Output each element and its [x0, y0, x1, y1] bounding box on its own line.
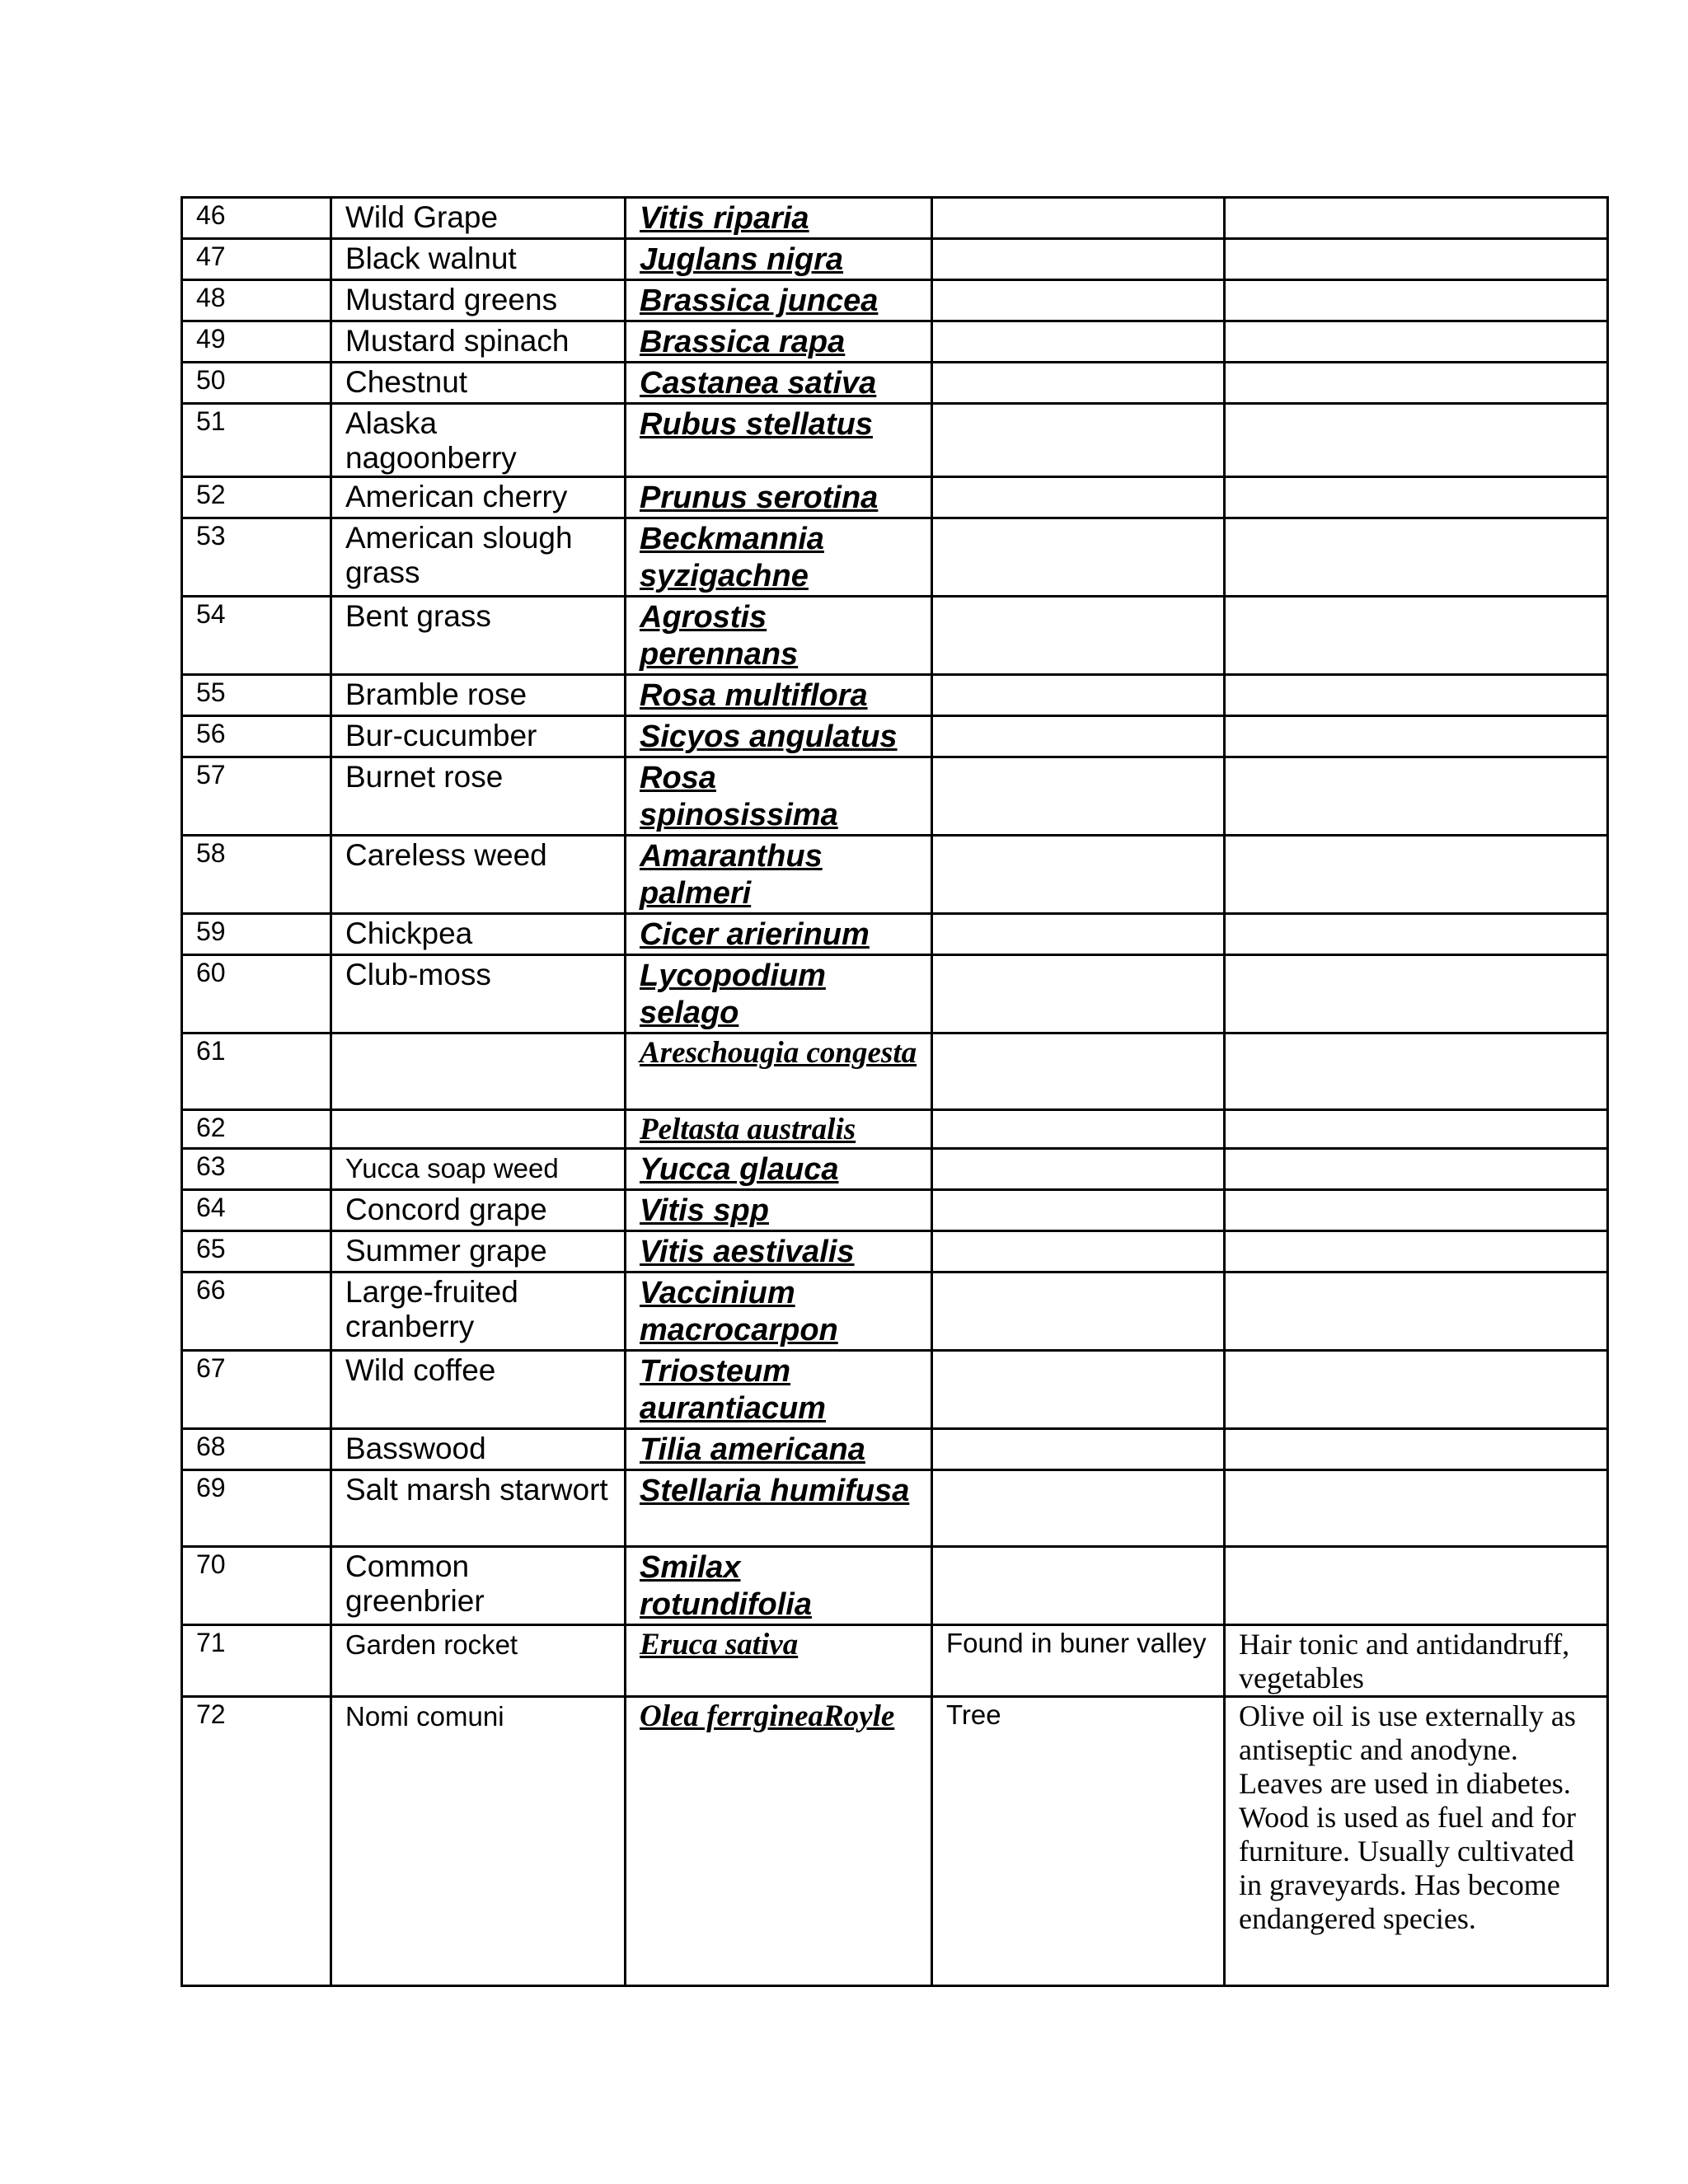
habitat-cell [932, 280, 1225, 321]
uses-cell [1225, 321, 1608, 363]
habitat-cell [932, 836, 1225, 914]
habitat-cell [932, 1149, 1225, 1190]
serial-number: 46 [182, 198, 331, 239]
table-row [182, 363, 1608, 404]
common-name: Salt marsh starwort [331, 1470, 626, 1547]
serial-number: 62 [182, 1110, 331, 1149]
scientific-name: Brassica juncea [626, 280, 932, 321]
common-name: Chickpea [331, 914, 626, 955]
serial-number: 66 [182, 1272, 331, 1351]
habitat-cell [932, 1547, 1225, 1625]
uses-cell [1225, 757, 1608, 836]
common-name: Nomi comuni [331, 1697, 626, 1986]
serial-number: 58 [182, 836, 331, 914]
scientific-name: Rosa multiflora [626, 675, 932, 716]
table-row [182, 518, 1608, 597]
serial-number: 68 [182, 1429, 331, 1470]
table-row [182, 477, 1608, 518]
scientific-name: Yucca glauca [626, 1149, 932, 1190]
uses-cell [1225, 1547, 1608, 1625]
common-name: Bur-cucumber [331, 716, 626, 757]
scientific-name: Sicyos angulatus [626, 716, 932, 757]
table-row [182, 321, 1608, 363]
uses-cell [1225, 955, 1608, 1033]
scientific-name: Prunus serotina [626, 477, 932, 518]
habitat-cell [932, 1351, 1225, 1429]
habitat-cell [932, 518, 1225, 597]
common-name: Wild coffee [331, 1351, 626, 1429]
serial-number: 52 [182, 477, 331, 518]
serial-number: 70 [182, 1547, 331, 1625]
table-row [182, 1547, 1608, 1625]
uses-cell [1225, 1272, 1608, 1351]
uses-cell [1225, 1190, 1608, 1231]
plant-table [181, 196, 1609, 1987]
common-name: Large-fruited cranberry [331, 1272, 626, 1351]
table-row [182, 597, 1608, 675]
uses-cell [1225, 597, 1608, 675]
serial-number: 65 [182, 1231, 331, 1272]
common-name: Alaska nagoonberry [331, 404, 626, 477]
common-name: American cherry [331, 477, 626, 518]
common-name [331, 1110, 626, 1149]
scientific-name: Vitis aestivalis [626, 1231, 932, 1272]
habitat-cell: Found in buner valley [932, 1625, 1225, 1697]
serial-number: 61 [182, 1033, 331, 1110]
table-row [182, 955, 1608, 1033]
habitat-cell [932, 675, 1225, 716]
habitat-cell [932, 1231, 1225, 1272]
common-name: Black walnut [331, 239, 626, 280]
serial-number: 69 [182, 1470, 331, 1547]
scientific-name: Stellaria humifusa [626, 1470, 932, 1547]
table-row [182, 675, 1608, 716]
table-row [182, 1272, 1608, 1351]
habitat-cell [932, 1470, 1225, 1547]
uses-cell [1225, 518, 1608, 597]
common-name: Summer grape [331, 1231, 626, 1272]
serial-number: 64 [182, 1190, 331, 1231]
table-row [182, 914, 1608, 955]
uses-cell [1225, 1033, 1608, 1110]
common-name: Garden rocket [331, 1625, 626, 1697]
serial-number: 59 [182, 914, 331, 955]
habitat-cell [932, 1190, 1225, 1231]
scientific-name: Beckmannia syzigachne [626, 518, 932, 597]
common-name: Common greenbrier [331, 1547, 626, 1625]
serial-number: 48 [182, 280, 331, 321]
common-name: Basswood [331, 1429, 626, 1470]
scientific-name: Triosteum aurantiacum [626, 1351, 932, 1429]
uses-cell [1225, 198, 1608, 239]
serial-number: 55 [182, 675, 331, 716]
common-name: Burnet rose [331, 757, 626, 836]
table-row [182, 1110, 1608, 1149]
scientific-name: Peltasta australis [626, 1110, 932, 1149]
scientific-name: Lycopodium selago [626, 955, 932, 1033]
scientific-name: Tilia americana [626, 1429, 932, 1470]
common-name: American slough grass [331, 518, 626, 597]
uses-cell [1225, 404, 1608, 477]
serial-number: 50 [182, 363, 331, 404]
common-name: Mustard greens [331, 280, 626, 321]
common-name: Chestnut [331, 363, 626, 404]
uses-cell [1225, 1470, 1608, 1547]
habitat-cell [932, 1429, 1225, 1470]
table-row [182, 198, 1608, 239]
habitat-cell [932, 477, 1225, 518]
table-row [182, 1190, 1608, 1231]
common-name: Bramble rose [331, 675, 626, 716]
scientific-name: Agrostis perennans [626, 597, 932, 675]
table-row [182, 404, 1608, 477]
uses-cell: Hair tonic and antidandruff, vegetables [1225, 1625, 1608, 1697]
serial-number: 72 [182, 1697, 331, 1986]
uses-cell [1225, 914, 1608, 955]
common-name: Bent grass [331, 597, 626, 675]
serial-number: 67 [182, 1351, 331, 1429]
habitat-cell [932, 597, 1225, 675]
scientific-name: Amaranthus palmeri [626, 836, 932, 914]
scientific-name: Smilax rotundifolia [626, 1547, 932, 1625]
table-row [182, 1033, 1608, 1110]
table-row [182, 280, 1608, 321]
habitat-cell [932, 914, 1225, 955]
table-row [182, 1351, 1608, 1429]
table-row [182, 716, 1608, 757]
serial-number: 54 [182, 597, 331, 675]
habitat-cell [932, 198, 1225, 239]
common-name: Careless weed [331, 836, 626, 914]
scientific-name: Vitis spp [626, 1190, 932, 1231]
habitat-cell [932, 363, 1225, 404]
serial-number: 56 [182, 716, 331, 757]
uses-cell [1225, 1149, 1608, 1190]
scientific-name: Olea ferrgineaRoyle [626, 1697, 932, 1986]
uses-cell [1225, 280, 1608, 321]
common-name: Wild Grape [331, 198, 626, 239]
uses-cell [1225, 1231, 1608, 1272]
scientific-name: Rosa spinosissima [626, 757, 932, 836]
table-row [182, 1470, 1608, 1547]
scientific-name: Areschougia congesta [626, 1033, 932, 1110]
table-row [182, 836, 1608, 914]
common-name: Concord grape [331, 1190, 626, 1231]
habitat-cell [932, 321, 1225, 363]
serial-number: 63 [182, 1149, 331, 1190]
table-row [182, 1625, 1608, 1697]
uses-cell [1225, 836, 1608, 914]
uses-cell [1225, 1351, 1608, 1429]
table-row [182, 1231, 1608, 1272]
serial-number: 47 [182, 239, 331, 280]
uses-cell: Olive oil is use externally as antiseptic and anodyne. Leaves are used in diabetes. Wood is used as fuel and for furniture. Usually cultivated in graveyards. Has become endangered species. [1225, 1697, 1608, 1986]
common-name: Club-moss [331, 955, 626, 1033]
serial-number: 51 [182, 404, 331, 477]
serial-number: 71 [182, 1625, 331, 1697]
table-row [182, 1149, 1608, 1190]
habitat-cell [932, 404, 1225, 477]
serial-number: 53 [182, 518, 331, 597]
habitat-cell: Tree [932, 1697, 1225, 1986]
table-row [182, 1429, 1608, 1470]
habitat-cell [932, 239, 1225, 280]
common-name: Mustard spinach [331, 321, 626, 363]
uses-cell [1225, 363, 1608, 404]
table-row [182, 757, 1608, 836]
table-row [182, 1697, 1608, 1986]
habitat-cell [932, 1272, 1225, 1351]
habitat-cell [932, 1110, 1225, 1149]
scientific-name: Castanea sativa [626, 363, 932, 404]
habitat-cell [932, 716, 1225, 757]
scientific-name: Vitis riparia [626, 198, 932, 239]
scientific-name: Juglans nigra [626, 239, 932, 280]
uses-cell [1225, 239, 1608, 280]
uses-cell [1225, 1110, 1608, 1149]
common-name [331, 1033, 626, 1110]
table-row [182, 239, 1608, 280]
scientific-name: Brassica rapa [626, 321, 932, 363]
scientific-name: Cicer arierinum [626, 914, 932, 955]
serial-number: 60 [182, 955, 331, 1033]
uses-cell [1225, 477, 1608, 518]
scientific-name: Vaccinium macrocarpon [626, 1272, 932, 1351]
common-name: Yucca soap weed [331, 1149, 626, 1190]
serial-number: 57 [182, 757, 331, 836]
habitat-cell [932, 757, 1225, 836]
uses-cell [1225, 675, 1608, 716]
habitat-cell [932, 1033, 1225, 1110]
scientific-name: Rubus stellatus [626, 404, 932, 477]
uses-cell [1225, 716, 1608, 757]
scientific-name: Eruca sativa [626, 1625, 932, 1697]
habitat-cell [932, 955, 1225, 1033]
uses-cell [1225, 1429, 1608, 1470]
serial-number: 49 [182, 321, 331, 363]
